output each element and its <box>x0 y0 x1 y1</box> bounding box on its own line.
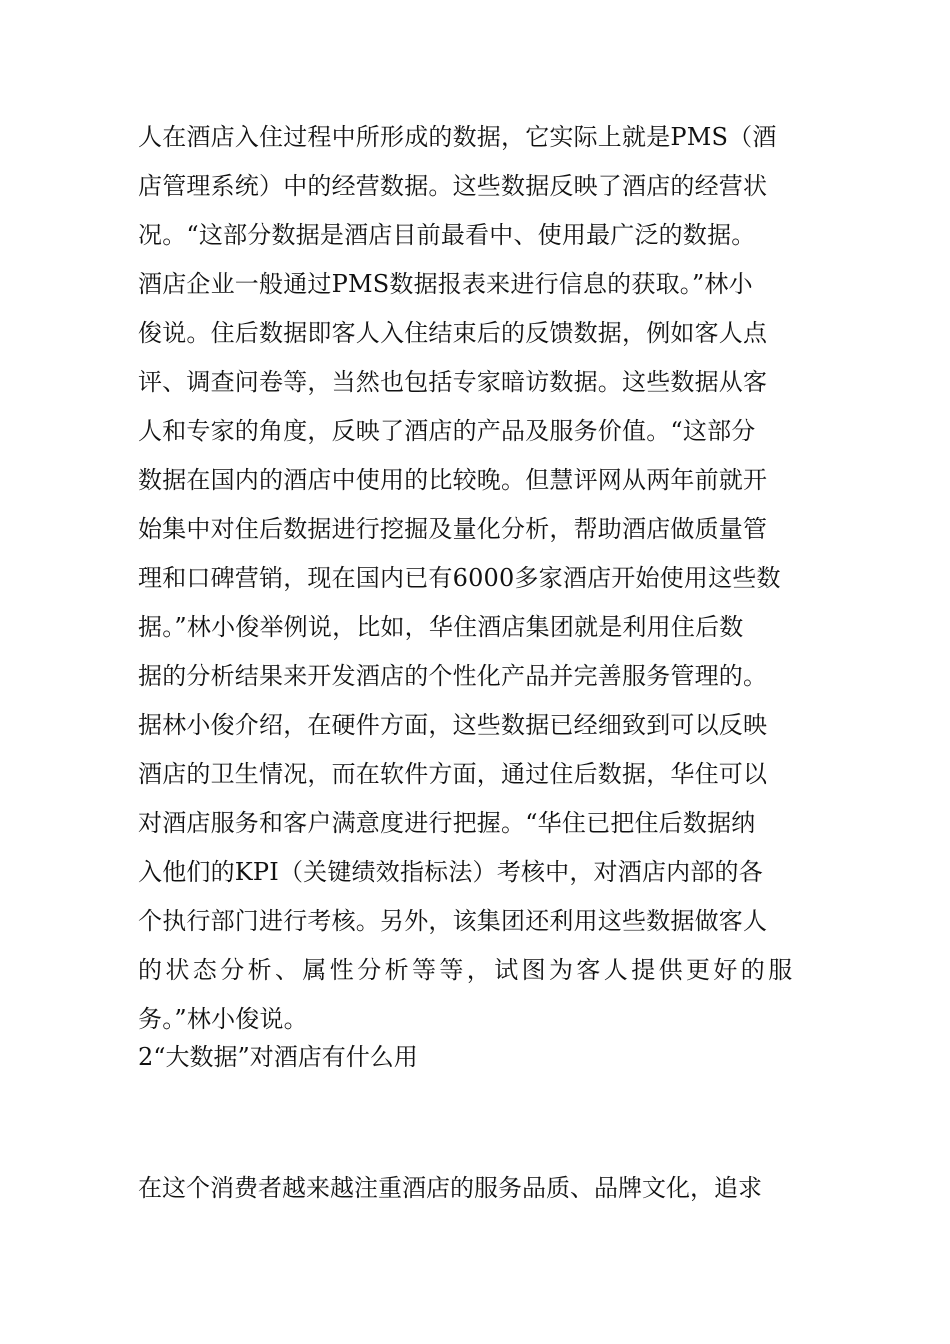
paragraph-line: 个执行部门进行考核。另外，该集团还利用这些数据做客人 <box>138 907 768 935</box>
paragraph-line: 数据在国内的酒店中使用的比较晚。但慧评网从两年前就开 <box>138 466 768 494</box>
paragraph-line: 况。“这部分数据是酒店目前最看中、使用最广泛的数据。 <box>138 221 756 249</box>
paragraph-line: 据。”林小俊举例说，比如，华住酒店集团就是利用住后数 <box>138 613 744 641</box>
paragraph-line: 据林小俊介绍，在硬件方面，这些数据已经细致到可以反映 <box>138 711 768 739</box>
paragraph-line: 人和专家的角度，反映了酒店的产品及服务价值。“这部分 <box>138 417 756 445</box>
paragraph-next-first-line: 在这个消费者越来越注重酒店的服务品质、品牌文化，追求 <box>138 1174 762 1202</box>
paragraph-line: 对酒店服务和客户满意度进行把握。“华住已把住后数据纳 <box>138 809 756 837</box>
paragraph-line: 人在酒店入住过程中所形成的数据，它实际上就是PMS（酒 <box>138 123 777 151</box>
paragraph-main <box>138 113 828 1044</box>
paragraph-line: 俊说。住后数据即客人入住结束后的反馈数据，例如客人点 <box>138 319 768 347</box>
paragraph-line: 务。”林小俊说。 <box>138 1005 308 1033</box>
paragraph-line: 店管理系统）中的经营数据。这些数据反映了酒店的经营状 <box>138 172 768 200</box>
paragraph-line: 始集中对住后数据进行挖掘及量化分析，帮助酒店做质量管 <box>138 515 768 543</box>
paragraph-line: 据的分析结果来开发酒店的个性化产品并完善服务管理的。 <box>138 662 768 690</box>
paragraph-line: 酒店企业一般通过PMS数据报表来进行信息的获取。”林小 <box>138 270 753 298</box>
section-heading: 2“大数据”对酒店有什么用 <box>138 1043 418 1071</box>
paragraph-line: 酒店的卫生情况，而在软件方面，通过住后数据，华住可以 <box>138 760 768 788</box>
paragraph-line: 评、调查问卷等，当然也包括专家暗访数据。这些数据从客 <box>138 368 768 396</box>
paragraph-line: 的状态分析、属性分析等等，试图为客人提供更好的服 <box>138 956 796 984</box>
paragraph-line: 理和口碑营销，现在国内已有6000多家酒店开始使用这些数 <box>138 564 781 592</box>
paragraph-line: 入他们的KPI（关键绩效指标法）考核中，对酒店内部的各 <box>138 858 763 886</box>
